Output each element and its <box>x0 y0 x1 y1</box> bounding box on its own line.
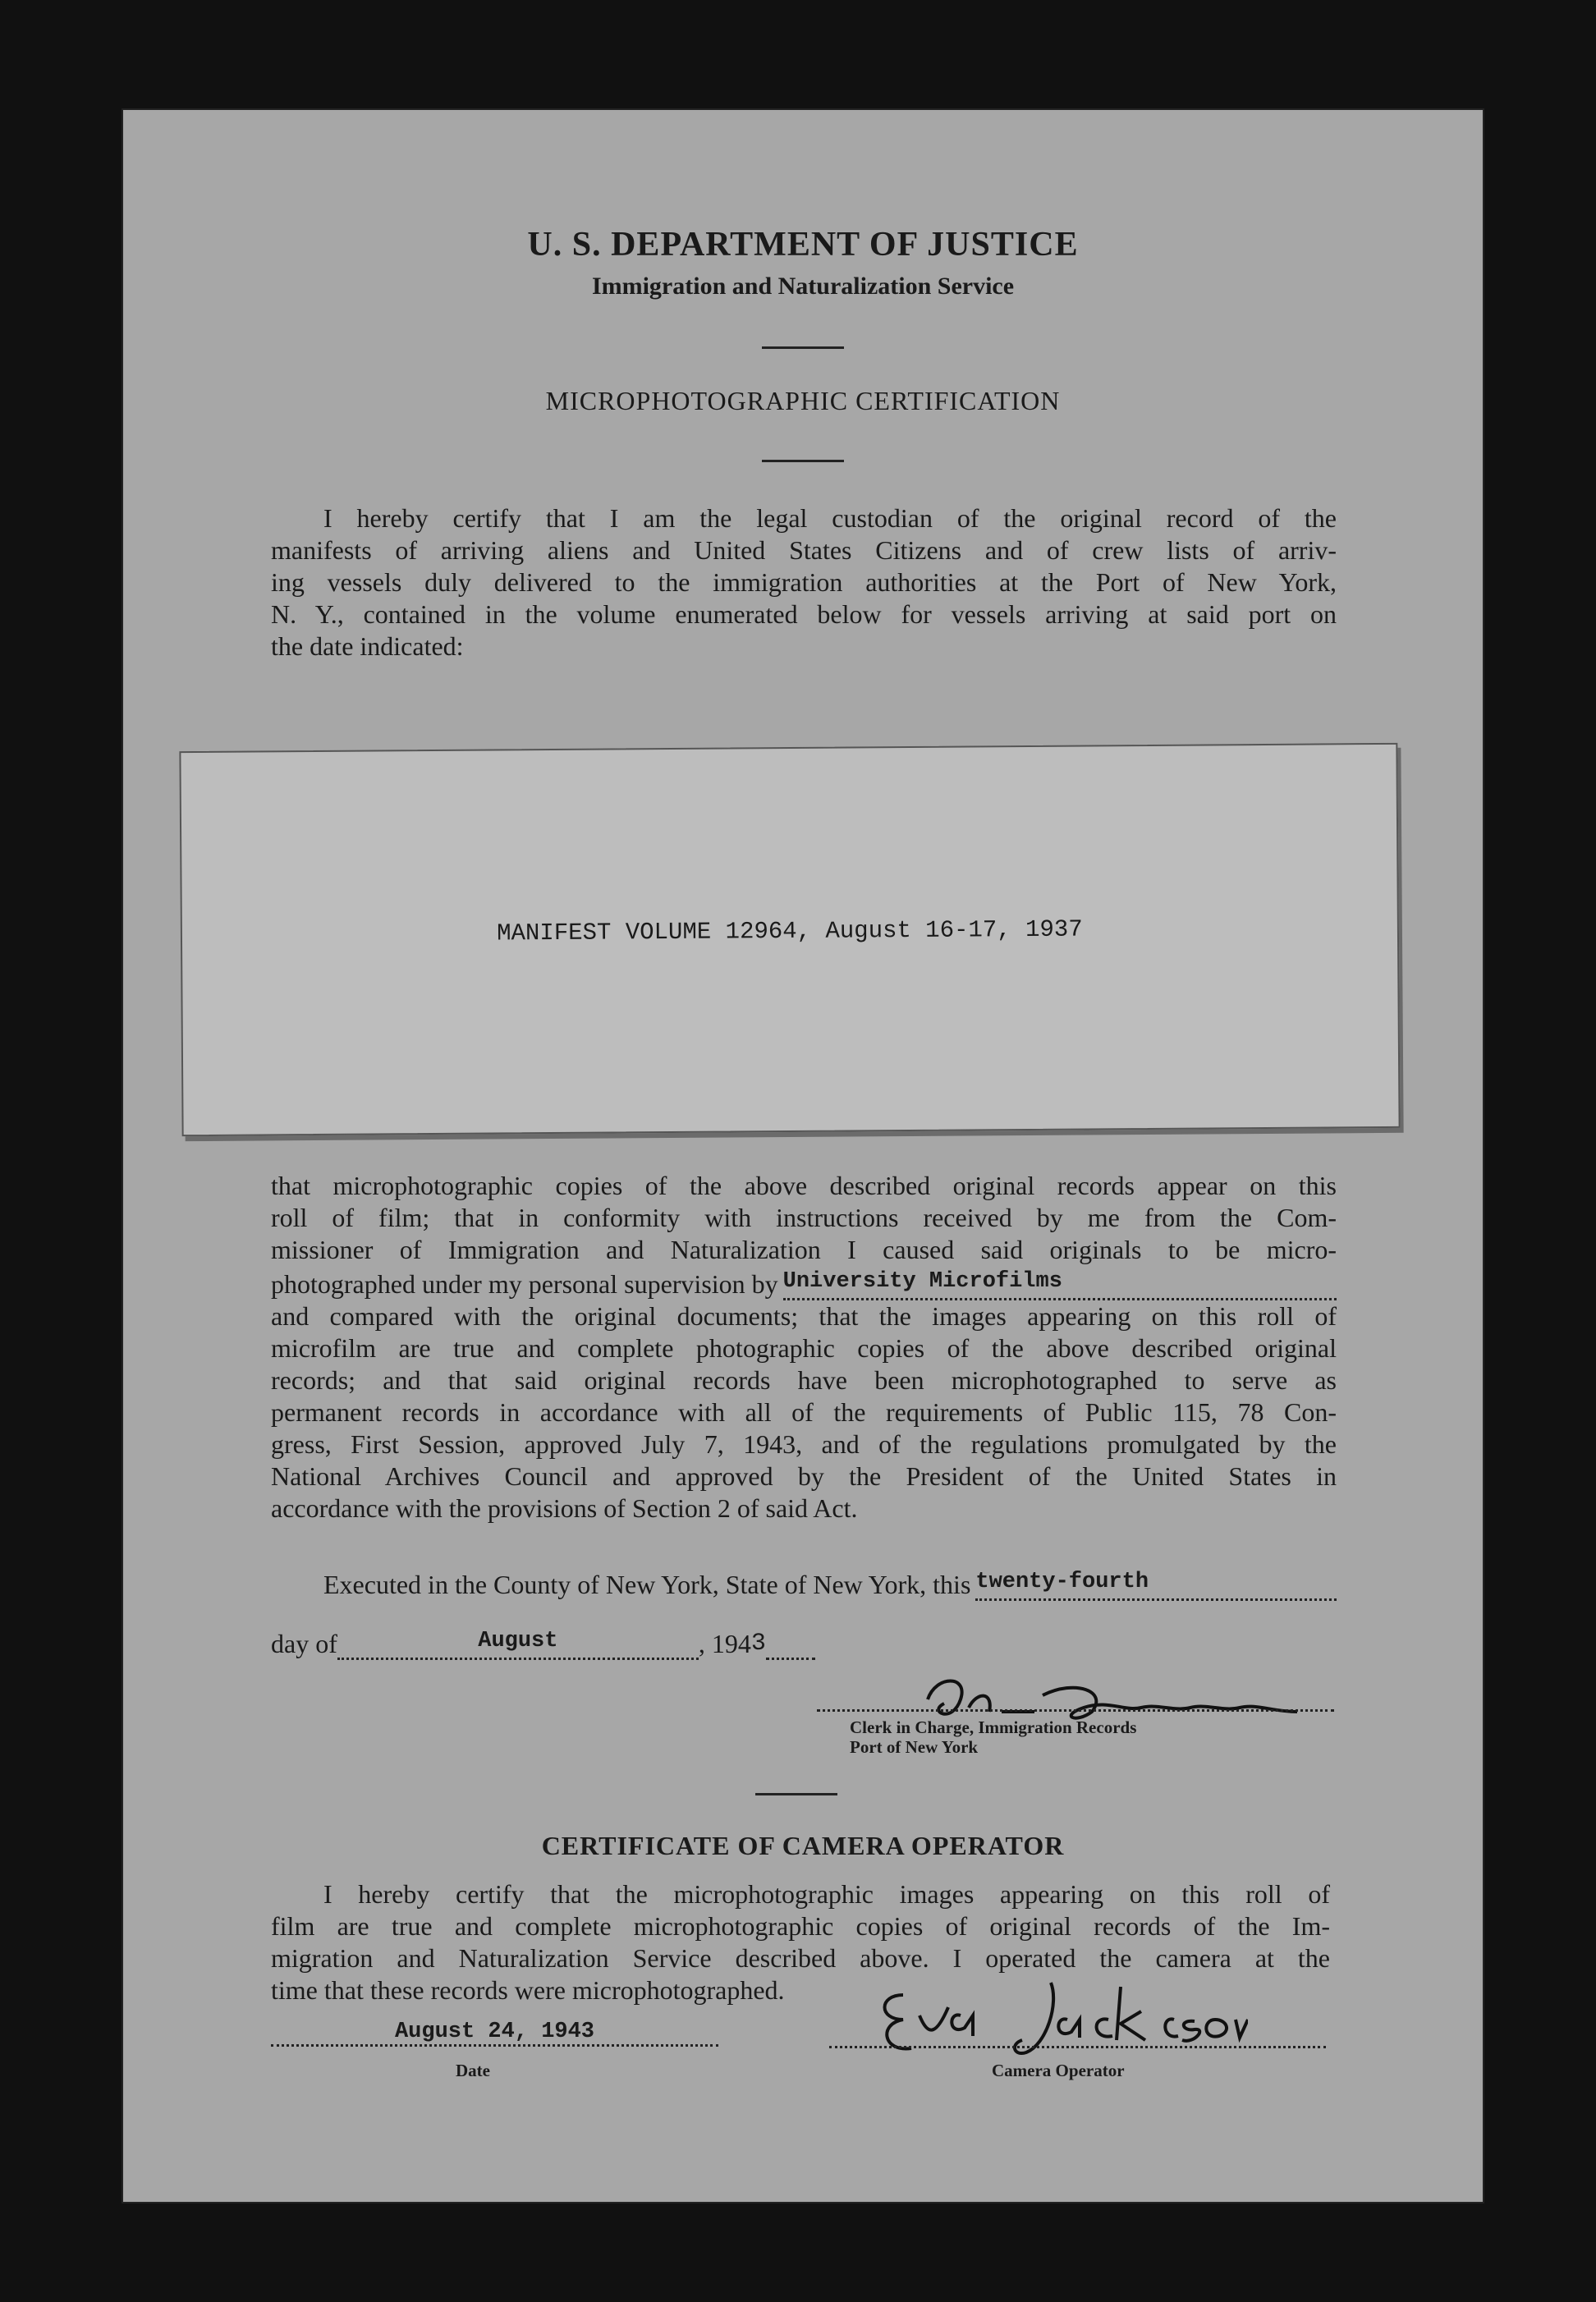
paragraph-line: microfilm are true and complete photographic copies of the above described original <box>271 1333 1337 1363</box>
paragraph-line: and compared with the original documents; that the images appearing on this roll of <box>271 1301 1337 1331</box>
paragraph-line: the date indicated: <box>271 631 464 661</box>
paragraph-line: migration and Naturalization Service described above. I operated the camera at the <box>271 1943 1330 1973</box>
divider-rule <box>755 1793 837 1795</box>
day-of-line <box>271 1626 862 1660</box>
divider-rule <box>762 346 844 349</box>
paragraph-line: National Archives Council and approved by the President of the United States in <box>271 1461 1337 1491</box>
paragraph-line: accordance with the provisions of Section 2 of said Act. <box>271 1493 858 1523</box>
certification-title: MICROPHOTOGRAPHIC CERTIFICATION <box>545 386 1061 415</box>
month-field: August <box>337 1626 699 1660</box>
day-of-label: day of <box>271 1629 337 1658</box>
camera-operator-label: Camera Operator <box>992 2061 1125 2080</box>
year-prefix: , 194 <box>698 1629 751 1658</box>
year-digit: 3 <box>750 1630 766 1658</box>
executed-line <box>271 1566 1337 1601</box>
intro-paragraph <box>271 502 1337 663</box>
paragraph-line: I hereby certify that the microphotographic images appearing on this roll of <box>323 1879 1330 1909</box>
executed-row <box>271 1566 1337 1601</box>
executed-prefix: Executed in the County of New York, State of New York, this <box>323 1570 971 1599</box>
paragraph-line: gress, First Session, approved July 7, 1943, and of the regulations promulgated by the <box>271 1429 1337 1459</box>
clerk-title: Clerk in Charge, Immigration Records <box>850 1717 1137 1737</box>
operator-signature-line <box>829 2046 1326 2048</box>
paragraph-line: missioner of Immigration and Naturalization I caused said originals to be micro- <box>271 1235 1337 1264</box>
paragraph-line: manifests of arriving aliens and United States Citizens and of crew lists of arriv- <box>271 535 1337 565</box>
department-heading: U. S. DEPARTMENT OF JUSTICE <box>527 226 1079 264</box>
supervisor-field: University Microfilms <box>783 1266 1337 1300</box>
manifest-slip <box>179 743 1400 1136</box>
supervision-prefix: photographed under my personal supervision by <box>271 1269 778 1299</box>
date-label: Date <box>456 2061 490 2080</box>
executed-day-field: twenty-fourth <box>975 1566 1337 1601</box>
paragraph-line: ing vessels duly delivered to the immigration authorities at the Port of New York, <box>271 567 1337 597</box>
paragraph-line: time that these records were microphotographed. <box>271 1975 785 2005</box>
clerk-port: Port of New York <box>850 1737 979 1757</box>
divider-rule <box>762 460 844 462</box>
paragraph-line: film are true and complete microphotographic copies of original records of the Im- <box>271 1911 1330 1941</box>
paragraph-line: roll of film; that in conformity with instructions received by me from the Com- <box>271 1203 1337 1232</box>
body-paragraph <box>271 1170 1337 1525</box>
paragraph-line: records; and that said original records have been microphotographed to serve as <box>271 1365 1337 1395</box>
clerk-signature-line <box>817 1709 1334 1712</box>
camera-date-field: August 24, 1943 <box>271 2020 718 2047</box>
paragraph-line: I hereby certify that I am the legal custodian of the original record of the <box>323 503 1337 533</box>
service-subheading: Immigration and Naturalization Service <box>591 273 1015 300</box>
paragraph-line: that microphotographic copies of the above described original records appear on this <box>271 1171 1337 1200</box>
paragraph-line: N. Y., contained in the volume enumerated below for vessels arriving at said port on <box>271 599 1337 629</box>
camera-certificate-title: CERTIFICATE OF CAMERA OPERATOR <box>541 1831 1065 1860</box>
paragraph-line: permanent records in accordance with all of the requirements of Public 115, 78 Con- <box>271 1397 1337 1427</box>
year-trail-dots <box>766 1658 815 1660</box>
manifest-volume-text: MANIFEST VOLUME 12964, August 16-17, 1937 <box>497 915 1083 947</box>
supervision-line <box>271 1266 1337 1300</box>
